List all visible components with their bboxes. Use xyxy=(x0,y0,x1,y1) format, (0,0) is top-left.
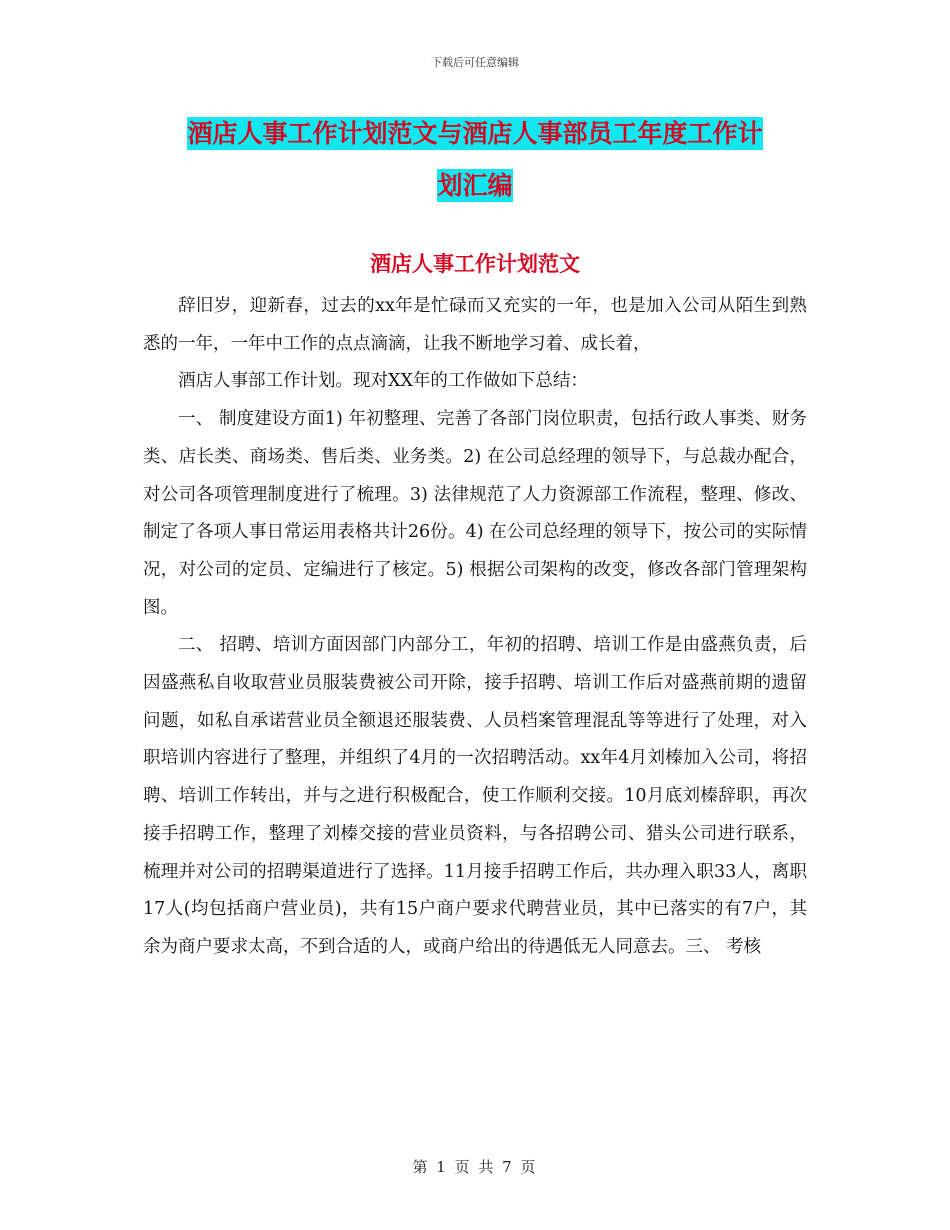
paragraph: 一、 制度建设方面1) 年初整理、完善了各部门岗位职责，包括行政人事类、财务类、店长类、商场类、售后类、业务类。2) 在公司总经理的领导下，与总裁办配合，对公司各项管理制度进行了梳理。3) 法律规范了人力资源部工作流程，整理、修改、制定了各项人事日常运用表格共计26份。4) 在公司总经理的领导下，按公司的实际情况，对公司的定员、定编进行了核定。5) 根据公司架构的改变，修改各部门管理架构图。 xyxy=(143,409,807,618)
section-title: 酒店人事工作计划范文 xyxy=(370,252,580,276)
document-title xyxy=(145,108,805,212)
document-title-line-1: 酒店人事工作计划范文与酒店人事部员工年度工作计 xyxy=(187,119,763,148)
document-title-line-2: 划汇编 xyxy=(437,171,513,200)
paragraph: 二、 招聘、培训方面因部门内部分工，年初的招聘、培训工作是由盛燕负责，后因盛燕私自收取营业员服装费被公司开除，接手招聘、培训工作后对盛燕前期的遗留问题，如私自承诺营业员全额退还服装费、人员档案管理混乱等等进行了处理，对入职培训内容进行了整理，并组织了4月的一次招聘活动。xx年4月刘榛加入公司，将招聘、培训工作转出，并与之进行积极配合，使工作顺利交接。10月底刘榛辞职，再次接手招聘工作，整理了刘榛交接的营业员资料，与各招聘公司、猎头公司进行联系，梳理并对公司的招聘渠道进行了选择。11月接手招聘工作后，共办理入职33人，离职17人(均包括商户营业员)，共有15户商户要求代聘营业员，其中已落实的有7户，其余为商户要求太高，不到合适的人，或商户给出的待遇低无人同意去。三、 考核 xyxy=(143,635,807,957)
body-text xyxy=(143,288,807,967)
header-note: 下载后可任意编辑 xyxy=(431,56,519,69)
page-footer: 第 1 页 共 7 页 xyxy=(412,1158,538,1176)
paragraph: 酒店人事部工作计划。现对XX年的工作做如下总结： xyxy=(178,371,588,392)
paragraph: 辞旧岁，迎新春，过去的xx年是忙碌而又充实的一年，也是加入公司从陌生到熟悉的一年，一年中工作的点点滴滴，让我不断地学习着、成长着， xyxy=(143,296,807,354)
